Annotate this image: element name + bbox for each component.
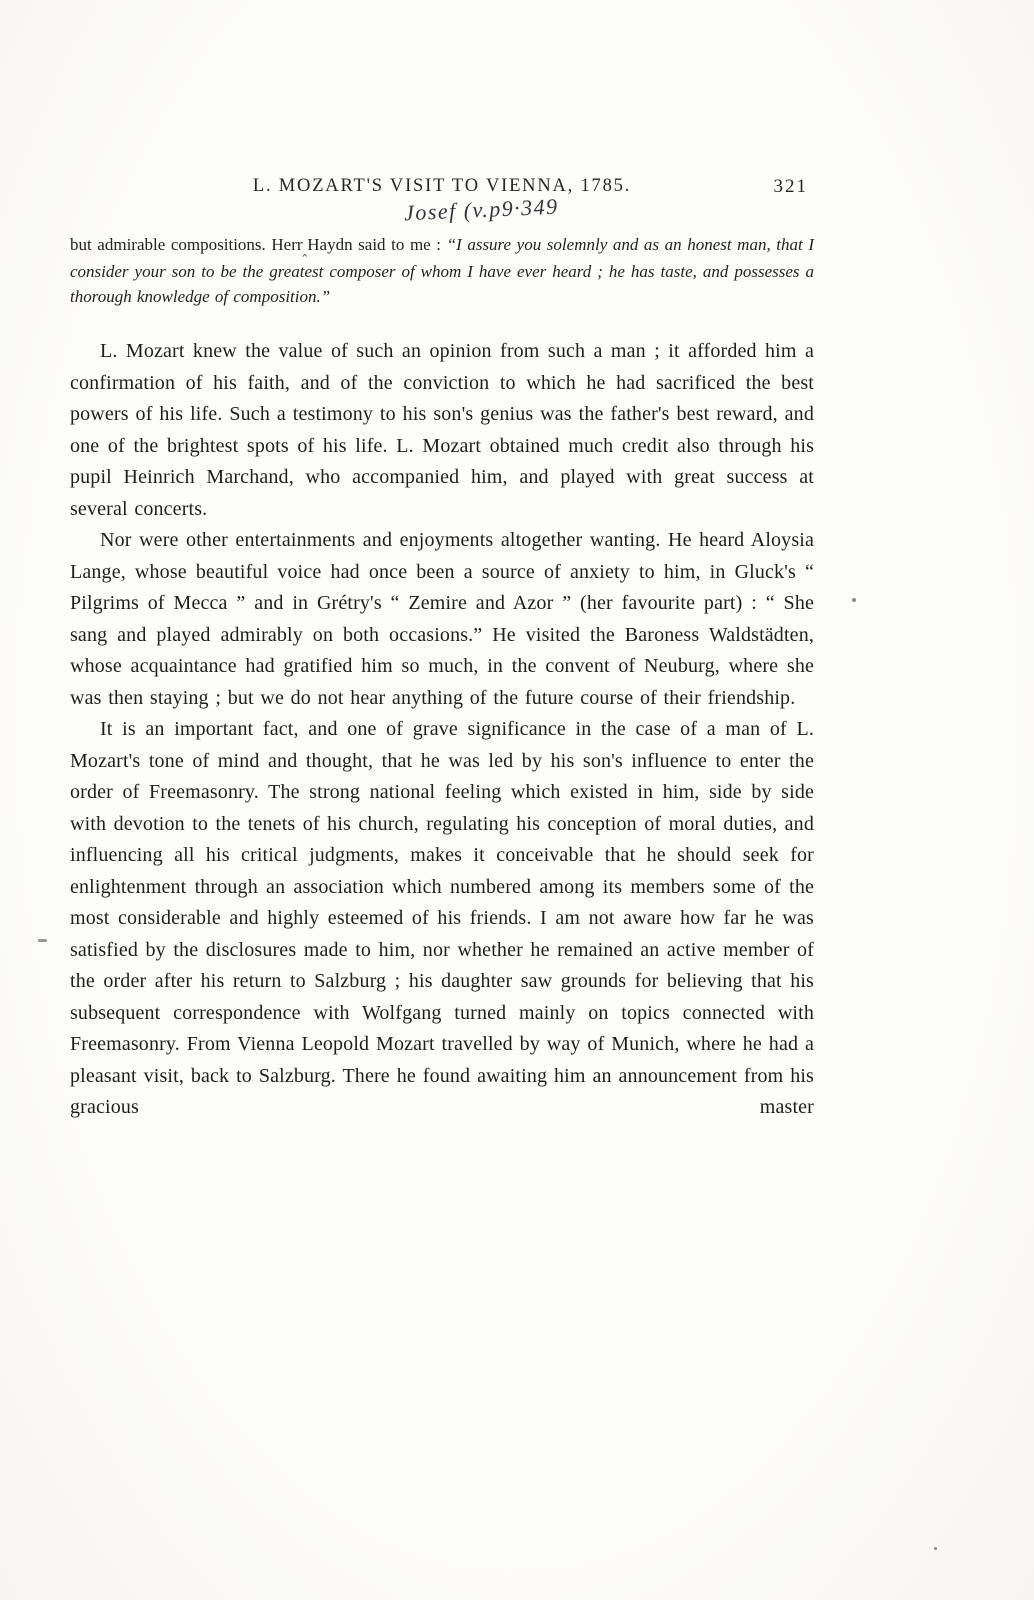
running-header [70, 176, 814, 226]
handwritten-annotation: Josef (v.p9·349 [403, 193, 560, 226]
handwritten-caret-icon: ‸ [302, 242, 308, 257]
body-text [70, 336, 814, 1124]
page-number: 321 [773, 176, 808, 197]
paragraph: Nor were other entertainments and enjoyments altogether wanting. He heard Aloysia Lange, whose beautiful voice had once been a source of anxiety to him, in Gluck's “ Pilgrims of Mecca ” and in Grétry's “ Zemire and Azor ” (her favourite part) : “ She sang and played admirably on both occasions.” He visited the Baroness Waldstädten, whose acquaintance had gratified him so much, in the convent of Neuburg, where she was then staying ; but we do not hear anything of the future course of their friendship. [70, 529, 814, 709]
quote-paragraph [70, 232, 814, 309]
page-header-title: L. MOZART'S VISIT TO VIENNA, 1785. [252, 176, 632, 196]
scan-speckle [852, 598, 856, 602]
text-column [70, 176, 814, 1124]
quote-italic-text: “I assure you solemnly and as an honest man, that I consider your son to be the greatest composer of whom I have ever heard ; he has taste, and possesses a thorough knowledge of composition.” [70, 235, 814, 306]
paragraph: L. Mozart knew the value of such an opinion from such a man ; it afforded him a confirmation of his faith, and of the conviction to which he had sacrificed the best powers of his life. Such a testimony to his son's genius was the father's best reward, and one of the brightest spots of his life. L. Mozart obtained much credit also through his pupil Heinrich Marchand, who accompanied him, and played with great success at several concerts. [70, 340, 814, 520]
quote-lead-text-2: Haydn said to me : [307, 235, 447, 254]
scan-speckle [38, 939, 47, 942]
scan-speckle [934, 1547, 937, 1550]
quote-lead-text: but admirable compositions. Herr [70, 235, 303, 254]
paragraph: It is an important fact, and one of grave significance in the case of a man of L. Mozart's tone of mind and thought, that he was led by his son's influence to enter the order of Freemasonry. The strong national feeling which existed in him, side by side with devotion to the tenets of his church, regulating his conception of moral duties, and influencing all his critical judgments, makes it conceivable that he should seek for enlightenment through an association which numbered among its members some of the most considerable and highly esteemed of his friends. I am not aware how far he was satisfied by the disclosures made to him, nor whether he remained an active member of the order after his return to Salzburg ; his daughter saw grounds for believing that his subsequent correspondence with Wolfgang turned mainly on topics connected with Freemasonry. From Vienna Leopold Mozart travelled by way of Munich, where he had a pleasant visit, back to Salzburg. There he found awaiting him an announcement from his gracious master [70, 718, 814, 1118]
